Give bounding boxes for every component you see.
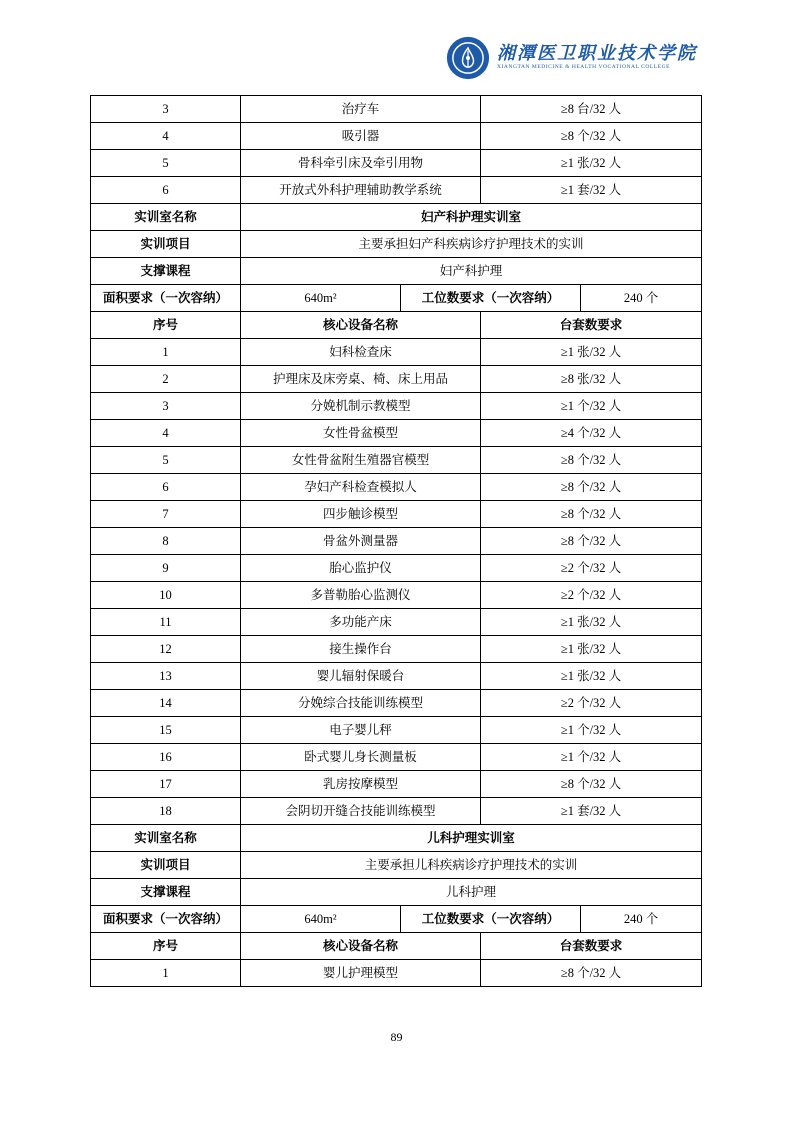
table-cell: 多普勒胎心监测仪: [241, 582, 481, 609]
table-cell: ≥1 张/32 人: [481, 636, 702, 663]
table-cell: 台套数要求: [481, 312, 702, 339]
table-cell: 主要承担儿科疾病诊疗护理技术的实训: [241, 852, 702, 879]
table-cell: 2: [91, 366, 241, 393]
college-name-cn: 湘潭医卫职业技术学院: [497, 43, 697, 64]
page-number: 89: [390, 1030, 403, 1044]
table-row: [91, 771, 702, 798]
table-row: [91, 258, 702, 285]
table-cell: ≥1 套/32 人: [481, 798, 702, 825]
table-cell: 卧式婴儿身长测量板: [241, 744, 481, 771]
table-row: [91, 852, 702, 879]
table-cell: 女性骨盆模型: [241, 420, 481, 447]
table-cell: 12: [91, 636, 241, 663]
table-cell: 实训室名称: [91, 825, 241, 852]
table-cell: 工位数要求（一次容纳）: [401, 906, 581, 933]
table-cell: 序号: [91, 933, 241, 960]
table-row: [91, 339, 702, 366]
table-cell: 妇产科护理: [241, 258, 702, 285]
table-row: [91, 933, 702, 960]
table-cell: ≥2 个/32 人: [481, 582, 702, 609]
table-cell: 会阴切开缝合技能训练模型: [241, 798, 481, 825]
table-row: [91, 582, 702, 609]
table-cell: 6: [91, 474, 241, 501]
table-row: [91, 717, 702, 744]
college-name-en: XIANGTAN MEDICINE & HEALTH VOCATIONAL COLLEGE: [497, 64, 671, 71]
table-row: [91, 96, 702, 123]
college-logo-icon: [446, 36, 490, 80]
table-cell: 多功能产床: [241, 609, 481, 636]
table-row: [91, 501, 702, 528]
table-cell: 面积要求（一次容纳）: [91, 285, 241, 312]
table-cell: ≥2 个/32 人: [481, 555, 702, 582]
table-cell: 开放式外科护理辅助教学系统: [241, 177, 481, 204]
table-cell: 支撑课程: [91, 879, 241, 906]
table-cell: 妇产科护理实训室: [241, 204, 702, 231]
table-row: [91, 744, 702, 771]
table-row: [91, 825, 702, 852]
table-row: [91, 177, 702, 204]
table-cell: ≥1 张/32 人: [481, 663, 702, 690]
table-cell: 骨盆外测量器: [241, 528, 481, 555]
table-cell: 治疗车: [241, 96, 481, 123]
table-cell: 面积要求（一次容纳）: [91, 906, 241, 933]
table-cell: ≥1 个/32 人: [481, 393, 702, 420]
table-cell: 240 个: [581, 285, 702, 312]
table-cell: 接生操作台: [241, 636, 481, 663]
table-cell: ≥8 个/32 人: [481, 501, 702, 528]
table-cell: 胎心监护仪: [241, 555, 481, 582]
table-cell: 15: [91, 717, 241, 744]
table-cell: 支撑课程: [91, 258, 241, 285]
table-cell: 婴儿护理模型: [241, 960, 481, 987]
table-cell: 240 个: [581, 906, 702, 933]
table-cell: 实训室名称: [91, 204, 241, 231]
table-cell: 核心设备名称: [241, 312, 481, 339]
spec-table-body: [91, 96, 702, 987]
table-cell: ≥2 个/32 人: [481, 690, 702, 717]
table-cell: ≥8 台/32 人: [481, 96, 702, 123]
table-cell: ≥8 个/32 人: [481, 771, 702, 798]
table-row: [91, 231, 702, 258]
table-cell: 1: [91, 339, 241, 366]
table-cell: ≥8 个/32 人: [481, 528, 702, 555]
table-cell: 13: [91, 663, 241, 690]
table-row: [91, 663, 702, 690]
table-cell: 4: [91, 420, 241, 447]
table-cell: 乳房按摩模型: [241, 771, 481, 798]
table-cell: 护理床及床旁桌、椅、床上用品: [241, 366, 481, 393]
table-cell: ≥1 张/32 人: [481, 609, 702, 636]
table-row: [91, 366, 702, 393]
table-cell: ≥4 个/32 人: [481, 420, 702, 447]
table-row: [91, 447, 702, 474]
table-row: [91, 798, 702, 825]
table-cell: 10: [91, 582, 241, 609]
table-cell: 分娩机制示教模型: [241, 393, 481, 420]
table-cell: 主要承担妇产科疾病诊疗护理技术的实训: [241, 231, 702, 258]
table-cell: ≥8 个/32 人: [481, 123, 702, 150]
table-cell: 序号: [91, 312, 241, 339]
table-cell: 核心设备名称: [241, 933, 481, 960]
table-cell: 妇科检查床: [241, 339, 481, 366]
table-cell: 18: [91, 798, 241, 825]
table-cell: ≥1 张/32 人: [481, 150, 702, 177]
table-cell: 儿科护理: [241, 879, 702, 906]
table-row: [91, 960, 702, 987]
table-cell: 电子婴儿秤: [241, 717, 481, 744]
table-cell: 台套数要求: [481, 933, 702, 960]
table-cell: ≥1 个/32 人: [481, 717, 702, 744]
table-row: [91, 285, 702, 312]
table-row: [91, 393, 702, 420]
table-cell: 6: [91, 177, 241, 204]
training-room-spec-table: [90, 95, 702, 987]
table-row: [91, 123, 702, 150]
table-cell: 骨科牵引床及牵引用物: [241, 150, 481, 177]
table-row: [91, 609, 702, 636]
table-row: [91, 150, 702, 177]
table-cell: 4: [91, 123, 241, 150]
table-cell: ≥8 张/32 人: [481, 366, 702, 393]
table-cell: 5: [91, 447, 241, 474]
table-row: [91, 528, 702, 555]
table-row: [91, 636, 702, 663]
table-cell: 640m²: [241, 285, 401, 312]
table-row: [91, 690, 702, 717]
table-cell: 实训项目: [91, 231, 241, 258]
table-cell: 工位数要求（一次容纳）: [401, 285, 581, 312]
table-cell: 1: [91, 960, 241, 987]
table-row: [91, 555, 702, 582]
college-name-block: [497, 44, 697, 71]
table-cell: 17: [91, 771, 241, 798]
table-cell: ≥8 个/32 人: [481, 474, 702, 501]
table-cell: 8: [91, 528, 241, 555]
table-cell: 7: [91, 501, 241, 528]
table-cell: 婴儿辐射保暖台: [241, 663, 481, 690]
table-cell: 儿科护理实训室: [241, 825, 702, 852]
table-row: [91, 312, 702, 339]
table-row: [91, 204, 702, 231]
table-cell: 3: [91, 96, 241, 123]
table-cell: ≥1 套/32 人: [481, 177, 702, 204]
table-cell: 3: [91, 393, 241, 420]
table-row: [91, 906, 702, 933]
table-cell: 16: [91, 744, 241, 771]
table-cell: 11: [91, 609, 241, 636]
table-cell: ≥1 张/32 人: [481, 339, 702, 366]
table-cell: 吸引器: [241, 123, 481, 150]
table-cell: 孕妇产科检查模拟人: [241, 474, 481, 501]
table-cell: 女性骨盆附生殖器官模型: [241, 447, 481, 474]
table-row: [91, 420, 702, 447]
table-cell: 9: [91, 555, 241, 582]
table-cell: ≥8 个/32 人: [481, 447, 702, 474]
table-row: [91, 879, 702, 906]
table-cell: 分娩综合技能训练模型: [241, 690, 481, 717]
table-cell: 5: [91, 150, 241, 177]
table-row: [91, 474, 702, 501]
table-cell: 四步触诊模型: [241, 501, 481, 528]
table-cell: ≥1 个/32 人: [481, 744, 702, 771]
table-cell: ≥8 个/32 人: [481, 960, 702, 987]
table-cell: 实训项目: [91, 852, 241, 879]
table-cell: 640m²: [241, 906, 401, 933]
table-cell: 14: [91, 690, 241, 717]
page-header: [446, 36, 697, 80]
